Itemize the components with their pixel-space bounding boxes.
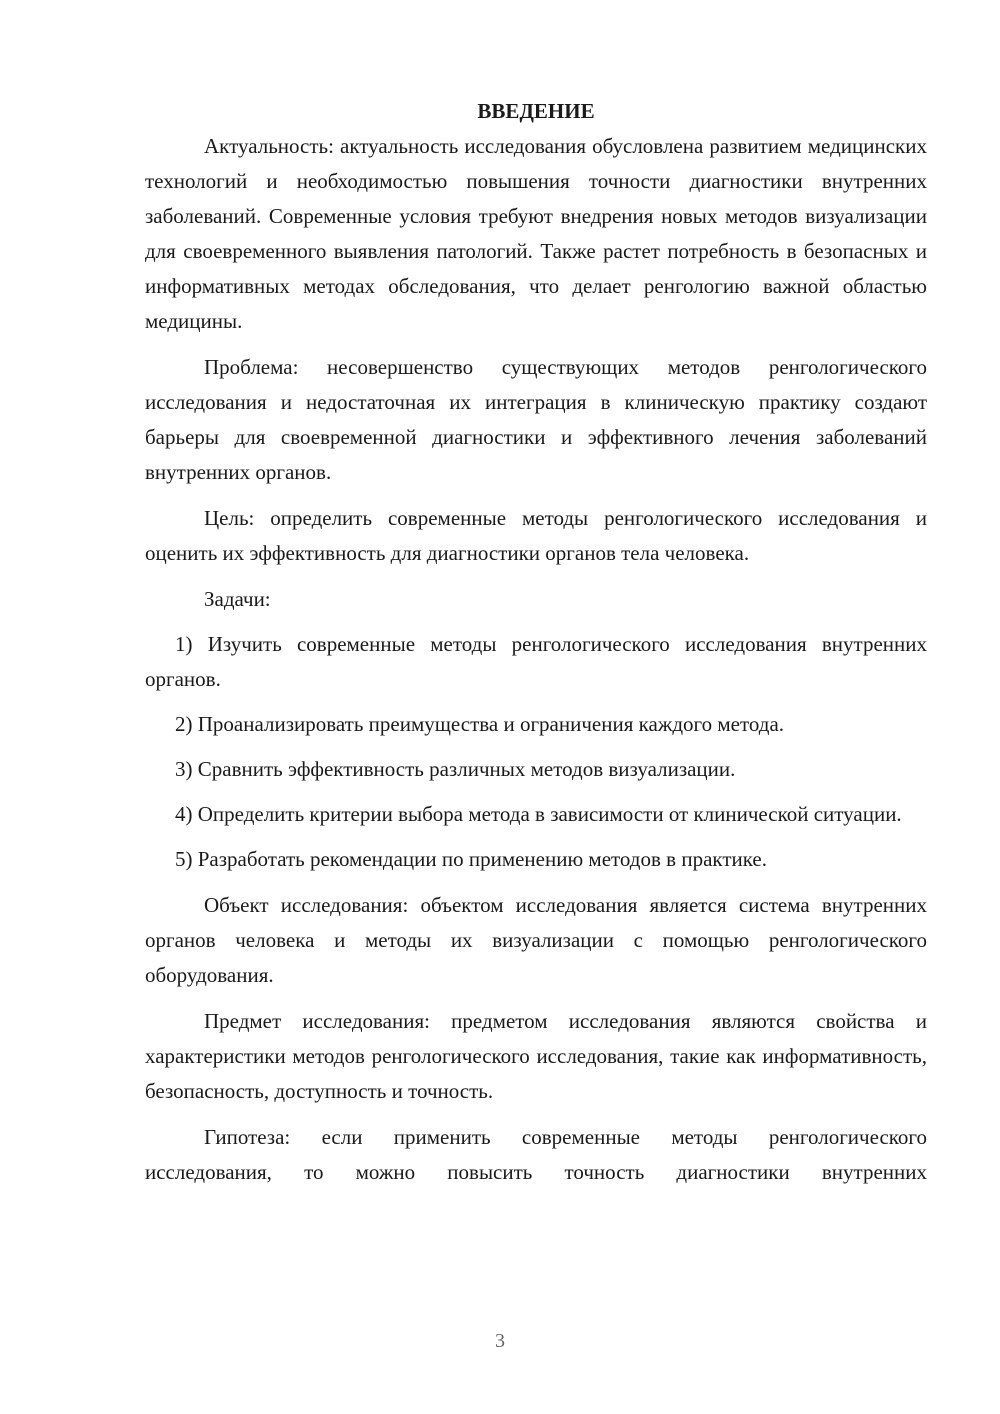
problem-paragraph: Проблема: несовершенство существующих методов ренгологического исследования и недостаточная их интеграция в клиническую практику создают барьеры для своевременной диагностики и эффективного лечения заболеваний внутренних органов. xyxy=(145,355,927,484)
task-item-3: 3) Сравнить эффективность различных методов визуализации. xyxy=(175,757,736,781)
task-item-1: 1) Изучить современные методы ренгологического исследования внутренних органов. xyxy=(145,632,927,691)
document-page xyxy=(145,92,927,1190)
task-item-5: 5) Разработать рекомендации по применению методов в практике. xyxy=(175,847,767,871)
task-item-2: 2) Проанализировать преимущества и ограничения каждого метода. xyxy=(175,712,785,736)
relevance-paragraph: Актуальность: актуальность исследования обусловлена развитием медицинских технологий и необходимостью повышения точности диагностики внутренних заболеваний. Современные условия требуют внедрения новых методов визуализации для своевременного выявления патологий. Также растет потребность в безопасных и информативных методах обследования, что делает ренгологию важной областью медицины. xyxy=(145,134,927,333)
subject-paragraph: Предмет исследования: предметом исследования являются свойства и характеристики методов ренгологического исследования, такие как информативность, безопасность, доступность и точность. xyxy=(145,1009,927,1103)
hypothesis-paragraph: Гипотеза: если применить современные методы ренгологического исследования, то можно повысить точность диагностики внутренних xyxy=(145,1125,927,1184)
task-item-4: 4) Определить критерии выбора метода в зависимости от клинической ситуации. xyxy=(175,802,902,826)
object-paragraph: Объект исследования: объектом исследования является система внутренних органов человека и методы их визуализации с помощью ренгологического оборудования. xyxy=(145,893,927,987)
goal-paragraph: Цель: определить современные методы ренгологического исследования и оценить их эффективность для диагностики органов тела человека. xyxy=(145,506,927,565)
section-heading: ВВЕДЕНИЕ xyxy=(477,99,595,123)
page-number: 3 xyxy=(495,1330,505,1352)
tasks-label: Задачи: xyxy=(204,587,271,611)
